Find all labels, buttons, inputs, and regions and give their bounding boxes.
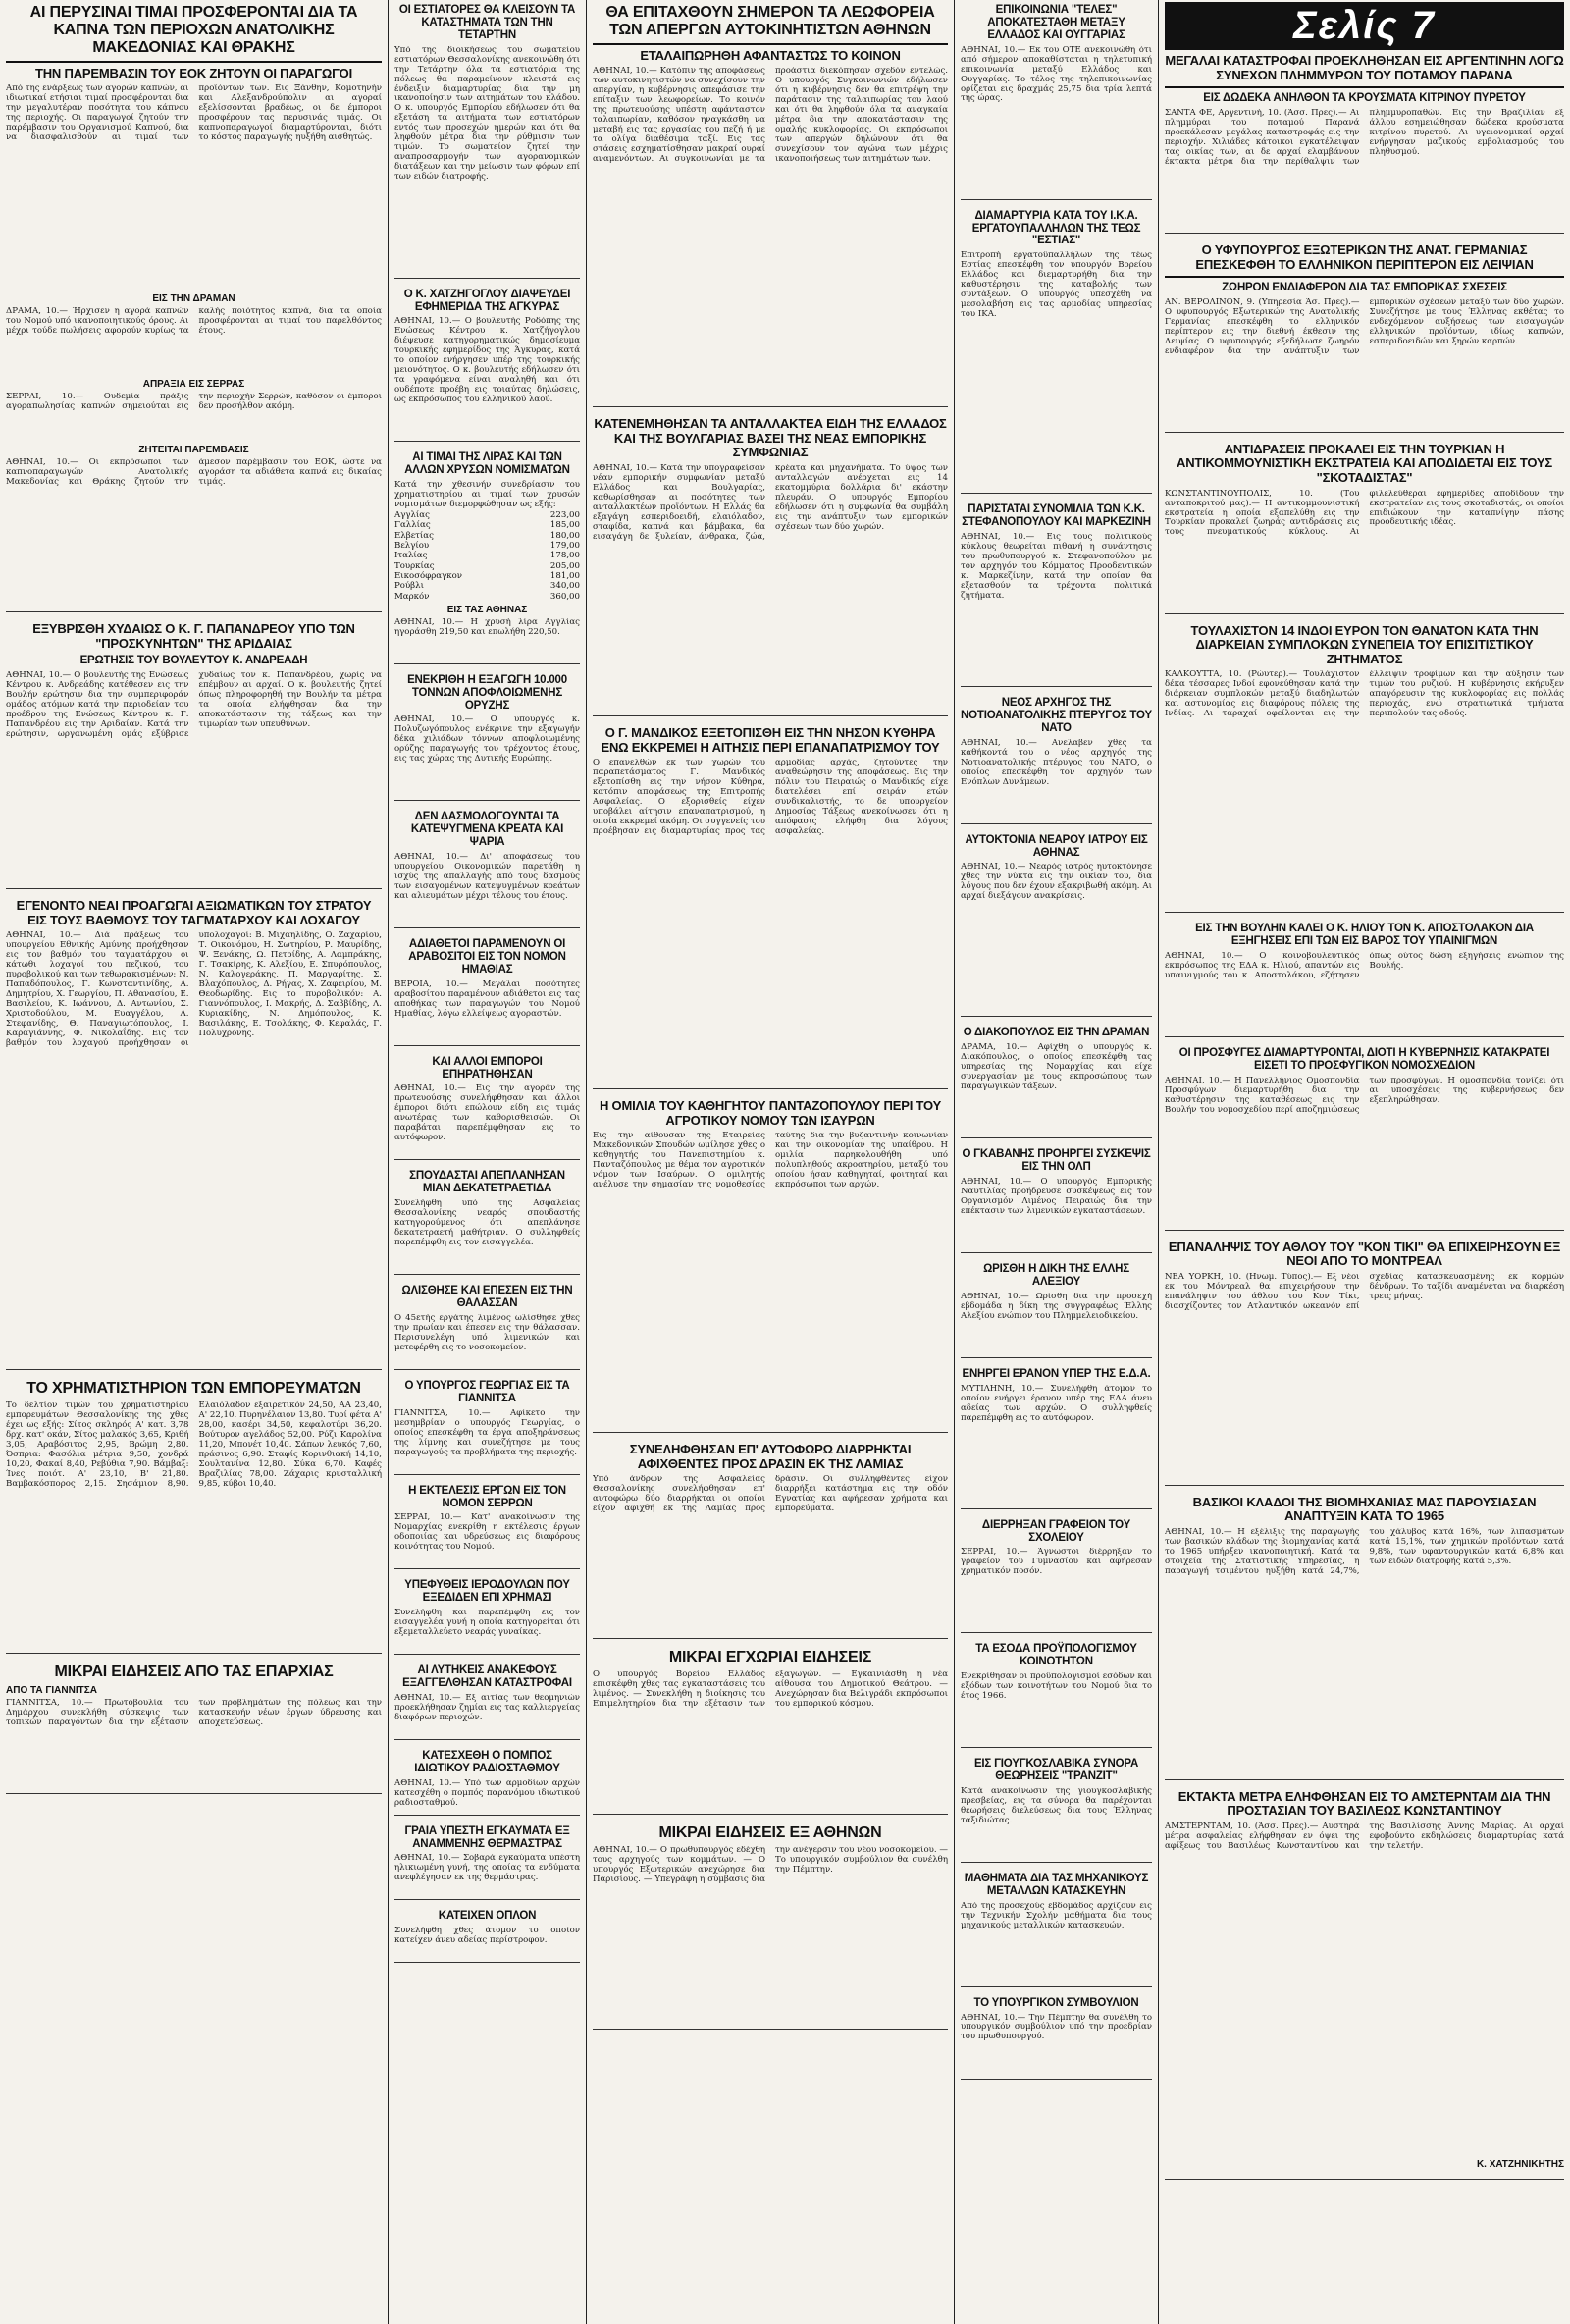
subheadline: ΕΙΣ ΔΩΔΕΚΑ ΑΝΗΛΘΟΝ ΤΑ ΚΡΟΥΣΜΑΤΑ ΚΙΤΡΙΝΟΥ ΠΥΡΕΤΟΥ xyxy=(1203,92,1526,105)
article-local-news xyxy=(593,1649,948,1815)
section-label: ΕΙΣ ΤΗΝ ΔΡΑΜΑΝ xyxy=(152,293,236,305)
article-body: ΑΘΗΝΑΙ, 10.— Κατόπιν της αποφάσεως των αυτοκινητιστών να συνεχίσουν την απεργίαν, η κυβέρνησις απεφάσισε την επίταξιν των λεωφορείων. Το κοινόν της πρωτευούσης υπέστη αφάνταστον ταλαιπωρίαν, καθόσον ηναγκάσθη να μεταβή εις τας εργασίας του πεζή ή με τα ολίγα διαθέσιμα ταξί. Εις τας στάσεις εσχηματίσθησαν μακραί ουραί αναμενόντων. Αι συγκοινωνίαι με τα προάστια διεκόπησαν σχεδόν εντελώς. Ο υπουργός Συγκοινωνιών εδήλωσεν ότι η κυβέρνησις δεν θα επιτρέψη την παράτασιν της ταλαιπωρίας του λαού και ότι θα ληφθούν όλα τα αναγκαία μέτρα δια την αποκατάστασιν της ομαλής κυκλοφορίας. Οι εκπρόσωποι των απεργών δηλώνουν ότι θα συνεχίσουν τον αγώνα των μέχρις ικανοποιήσεως των αιτημάτων των. xyxy=(593,67,948,165)
article-body: Επιτροπή εργατοϋπαλλήλων της τέως Εστίας επεσκέφθη τον υπουργόν Βορείου Ελλάδος και διεμαρτυρήθη δια την καθυστέρησιν της καταβολής των συντάξεων. Ο υπουργός υπεσχέθη να μεσολαβήση εις τας αρμοδίας υπηρεσίας του ΙΚΑ. xyxy=(961,251,1152,320)
headline: ΜΕΓΑΛΑΙ ΚΑΤΑΣΤΡΟΦΑΙ ΠΡΟΕΚΛΗΘΗΣΑΝ ΕΙΣ ΑΡΓΕΝΤΙΝΗΝ ΛΟΓΩ ΣΥΝΕΧΩΝ ΠΛΗΜΜΥΡΩΝ ΤΟΥ ΠΟΤΑΜΟΥ ΠΑΡΑΝΑ xyxy=(1165,53,1564,82)
headline: ΔΙΑΜΑΡΤΥΡΙΑ ΚΑΤΑ ΤΟΥ Ι.Κ.Α. ΕΡΓΑΤΟΥΠΑΛΛΗΛΩΝ ΤΗΣ ΤΕΩΣ "ΕΣΤΙΑΣ" xyxy=(971,209,1141,247)
article-sea-fall xyxy=(394,1285,580,1370)
article-pantazopoulos xyxy=(593,1099,948,1433)
article-body: Υπό της διοικήσεως του σωματείου εστιατόρων Θεσσαλονίκης ανεκοινώθη ότι την Τετάρτην όλα τα εστιατόρια της πόλεως θα παραμείνουν κλειστά εις ένδειξιν διαμαρτυρίας δια την μη ικανοποίησιν των αιτημάτων του κλάδου. Ο κ. υπουργός Εμπορίου εδήλωσεν ότι θα εξετάση τα αιτήματα των εστιατόρων εντός των προσεχών ημερών και ότι θα ληφθούν μέτρα δια την ρύθμισιν των τιμών. Το σωματείον ζητεί την αναπροσαρμογήν των αγορανομικών διατάξεων και την μείωσιν των φόρων επί των ειδών διατροφής. xyxy=(394,45,580,183)
article-trial xyxy=(961,1263,1152,1358)
price-value: 205,00 xyxy=(550,560,580,571)
article-body: ΑΘΗΝΑΙ, 10.— Κατά την υπογραφείσαν νέαν εμπορικήν συμφωνίαν μεταξύ Ελλάδος και Βουλγαρίας, καθωρίσθησαν αι ποσότητες των ανταλλακτέων προϊόντων. Η Ελλάς θα εξαγάγη εσπεριδοειδή, ελαιόλαδον, σταφίδα, καπνά και βάμβακα, θα εισαγάγη δε ξυλείαν, άνθρακα, ζώα, κρέατα και μηχανήματα. Το ύψος των ανταλλαγών ανέρχεται εις 14 εκατομμύρια δολλάρια δι' εκάστην πλευράν. Ο υπουργός Εμπορίου εδήλωσεν ότι η συμφωνία θα συμβάλη εις την ανάπτυξιν των εμπορικών σχέσεων των δύο χωρών. xyxy=(593,464,948,542)
article-provinces xyxy=(6,1664,382,1794)
article-papandreou xyxy=(6,622,382,889)
headline: ΤΑ ΕΣΟΔΑ ΠΡΟΫΠΟΛΟΓΙΣΜΟΥ ΚΟΙΝΟΤΗΤΩΝ xyxy=(975,1643,1137,1668)
article-body: ΝΕΑ ΥΟΡΚΗ, 10. (Ηνωμ. Τύπος).— Εξ νέοι εκ του Μόντρεαλ θα επιχειρήσουν την επανάληψιν του άθλου του Κον Τίκι, διασχίζοντες τον Ατλαντικόν ωκεανόν επί σχεδίας κατασκευασμένης εκ κορμών δένδρων. Το ταξίδι αναμένεται να διαρκέση τρεις μήνας. xyxy=(1165,1272,1564,1311)
price-value: 223,00 xyxy=(550,510,580,521)
article-courses xyxy=(961,1873,1152,1987)
article-body: Κατά ανακοίνωσιν της γιουγκοσλαβικής πρεσβείας, εις τα σύνορα θα παρέχονται θεωρήσεις διελεύσεως δια τους Έλληνας ταξιδιώτας. xyxy=(961,1786,1152,1825)
article-intro: Κατά την χθεσινήν συνεδρίασιν του χρηματιστηρίου αι τιμαί των χρυσών νομισμάτων διεμορφώθησαν ως εξής: xyxy=(394,480,580,510)
article-body: ΑΘΗΝΑΙ, 10.— Ανελαβεν χθες τα καθήκοντά του ο νέος αρχηγός της Νοτιοανατολικής πτέρυγος του ΝΑΤΟ, ο οποίος επεσκέφθη τον αρχηγόν των Ενόπλων Δυνάμεων. xyxy=(961,738,1152,787)
price-name: Τουρκίας xyxy=(394,560,435,571)
headline: ΑΙ ΠΕΡΥΣΙΝΑΙ ΤΙΜΑΙ ΠΡΟΣΦΕΡΟΝΤΑΙ ΔΙΑ ΤΑ ΚΑΠΝΑ ΤΩΝ ΠΕΡΙΟΧΩΝ ΑΝΑΤΟΛΙΚΗΣ ΜΑΚΕΔΟΝΙΑΣ ΚΑΙ ΘΡΑΚΗΣ xyxy=(29,4,358,56)
article-nato xyxy=(961,697,1152,824)
article-drama-minister xyxy=(961,1027,1152,1138)
article-burglars xyxy=(593,1443,948,1639)
article-body: Συνελήφθη υπό της Ασφαλείας Θεσσαλονίκης νεαρός σπουδαστής κατηγορούμενος ότι απεπλάνησε δεκατετραετή μαθήτριαν. Ο συλληφθείς παρεπέμφθη εις τον εισαγγελέα. xyxy=(394,1199,580,1248)
price-row xyxy=(394,520,580,530)
article-body: ΑΘΗΝΑΙ, 10.— Εκ του ΟΤΕ ανεκοινώθη ότι από σήμερον αποκαθίσταται η τηλετυπική επικοινωνία μεταξύ Ελλάδος και Ουγγαρίας. Το τέλος της τηλεπικοινωνίας ορίζεται εις δραχμάς 25,75 δια τρία λεπτά της ώρας. xyxy=(961,45,1152,104)
article-argentina xyxy=(1165,54,1564,234)
article-body: ΑΘΗΝΑΙ, 10.— Ο υπουργός Εμπορικής Ναυτιλίας προήδρευσε συσκέψεως εις τον Οργανισμόν Λιμένος Πειραιώς δια την επέκτασιν των λιμενικών εγκαταστάσεων. xyxy=(961,1178,1152,1216)
article-frozen-meat xyxy=(394,811,580,928)
column-4 xyxy=(955,0,1158,2324)
price-name: Ρούβλι xyxy=(394,581,424,592)
column-3 xyxy=(587,0,954,2324)
article-body: Ο υπουργός Βορείου Ελλάδος επισκέφθη χθες τας εγκαταστάσεις του λιμένος. — Συνεκλήθη η διοίκησις του Επιμελητηρίου δια την εξέτασιν των εξαγωγών. — Εγκαινιάσθη η νέα αίθουσα του Δημοτικού Θεάτρου. — Ανεχώρησαν δια Βελιγράδι εκπρόσωποι του εμπορικού κόσμου. xyxy=(593,1670,948,1710)
article-arrest xyxy=(394,1579,580,1655)
article-body: ΑΘΗΝΑΙ, 10.— Ο υπουργός κ. Πολυζωγόπουλος ενέκρινε την εξαγωγήν δέκα χιλιάδων τόννων αποφλοιωμένης ορύζης παραγωγής του τρέχοντος έτους, εις τας χώρας της Δυτικής Ευρώπης. xyxy=(394,715,580,765)
article-body: Συνελήφθη χθες άτομον το οποίον κατείχεν άνευ αδείας περίστροφον. xyxy=(394,1927,580,1946)
price-value: 180,00 xyxy=(550,530,580,541)
article-body: ΑΘΗΝΑΙ, 10.— Οι εκπρόσωποι των καπνοπαραγωγών Ανατολικής Μακεδονίας και Θράκης ζητούν την άμεσον παρέμβασιν του ΕΟΚ, ώστε να αγοράση τα αδιάθετα καπνά εις δικαίας τιμάς. xyxy=(6,458,382,488)
article-mandikos xyxy=(593,726,948,1089)
article-merchants xyxy=(394,1056,580,1161)
headline: ΟΙ ΠΡΟΣΦΥΓΕΣ ΔΙΑΜΑΡΤΥΡΟΝΤΑΙ, ΔΙΟΤΙ Η ΚΥΒΕΡΝΗΣΙΣ ΚΑΤΑΚΡΑΤΕΙ ΕΙΣΕΤΙ ΤΟ ΠΡΟΣΦΥΓΙΚΟΝ ΝΟΜΟΣΧΕΔΙΟΝ xyxy=(1178,1046,1550,1072)
headline: ΝΕΟΣ ΑΡΧΗΓΟΣ ΤΗΣ ΝΟΤΙΟΑΝΑΤΟΛΙΚΗΣ ΠΤΕΡΥΓΟΣ ΤΟΥ ΝΑΤΟ xyxy=(961,697,1152,734)
article-tobacco-prices xyxy=(6,4,382,612)
headline: Ο Κ. ΧΑΤΖΗΓΟΓΛΟΥ ΔΙΑΨΕΥΔΕΙ ΕΦΗΜΕΡΙΔΑ ΤΗΣ ΑΓΚΥΡΑΣ xyxy=(403,288,571,313)
headline: ΕΙΣ ΓΙΟΥΓΚΟΣΛΑΒΙΚΑ ΣΥΝΟΡΑ ΘΕΩΡΗΣΕΙΣ "ΤΡΑΝΖΙΤ" xyxy=(973,1758,1139,1782)
article-meeting xyxy=(961,503,1152,687)
article-telex xyxy=(961,4,1152,200)
price-row xyxy=(394,541,580,551)
article-iliou xyxy=(1165,923,1564,1037)
section-label: ΑΠΟ ΤΑ ΓΙΑΝΝΙΤΣΑ xyxy=(6,1685,97,1697)
headline: Ο ΔΙΑΚΟΠΟΥΛΟΣ ΕΙΣ ΤΗΝ ΔΡΑΜΑΝ xyxy=(963,1027,1150,1039)
headline: ΔΕΝ ΔΑΣΜΟΛΟΓΟΥΝΤΑΙ ΤΑ ΚΑΤΕΨΥΓΜΕΝΑ ΚΡΕΑΤΑ ΚΑΙ ΨΑΡΙΑ xyxy=(410,811,564,849)
headline: ΤΟ ΥΠΟΥΡΓΙΚΟΝ ΣΥΜΒΟΥΛΙΟΝ xyxy=(973,1996,1139,2009)
article-transit xyxy=(961,1758,1152,1863)
article-turkey xyxy=(1165,443,1564,614)
headline: ΜΙΚΡΑΙ ΕΙΔΗΣΕΙΣ ΕΞ ΑΘΗΝΩΝ xyxy=(658,1824,882,1842)
article-body: ΑΘΗΝΑΙ, 10.— Η χρυσή λίρα Αγγλίας ηγοράσθη 219,50 και επωλήθη 220,50. xyxy=(394,617,580,637)
price-row xyxy=(394,510,580,520)
article-agriculture-minister xyxy=(394,1380,580,1475)
headline: Η ΕΚΤΕΛΕΣΙΣ ΕΡΓΩΝ ΕΙΣ ΤΟΝ ΝΟΜΟΝ ΣΕΡΡΩΝ xyxy=(408,1484,566,1509)
headline: ΑΔΙΑΘΕΤΟΙ ΠΑΡΑΜΕΝΟΥΝ ΟΙ ΑΡΑΒΟΣΙΤΟΙ ΕΙΣ ΤΟΝ ΝΟΜΟΝ ΗΜΑΘΙΑΣ xyxy=(408,938,566,976)
headline: Η ΟΜΙΛΙΑ ΤΟΥ ΚΑΘΗΓΗΤΟΥ ΠΑΝΤΑΖΟΠΟΥΛΟΥ ΠΕΡΙ ΤΟΥ ΑΓΡΟΤΙΚΟΥ ΝΟΜΟΥ ΤΩΝ ΙΣΑΥΡΩΝ xyxy=(599,1098,942,1128)
headline: ΤΟ ΧΡΗΜΑΤΙΣΤΗΡΙΟΝ ΤΩΝ ΕΜΠΟΡΕΥΜΑΤΩΝ xyxy=(26,1380,361,1398)
article-promotions xyxy=(6,899,382,1370)
headline: ΕΝΗΡΓΕΙ ΕΡΑΝΟΝ ΥΠΕΡ ΤΗΣ Ε.Δ.Α. xyxy=(962,1367,1151,1380)
article-body: Ενεκρίθησαν οι προϋπολογισμοί εσόδων και εξόδων των κοινοτήτων του Νομού δια το έτος 1966. xyxy=(961,1672,1152,1702)
subheadline: ΕΤΑΛΑΙΠΩΡΗΘΗ ΑΦΑΝΤΑΣΤΩΣ ΤΟ ΚΟΙΝΟΝ xyxy=(640,47,901,63)
article-body: ΣΑΝΤΑ ΦΕ, Αργεντινή, 10. (Άσσ. Πρες).— Αι πλημμύραι του ποταμού Παρανά προεκάλεσαν μεγάλας καταστροφάς εις την περιοχήν. Χιλιάδες κάτοικοι εγκατέλειψαν τας οικίας των, αι δε αρχαί ελαμβάνουν έκτακτα μέτρα δια την περίθαλψιν των πλημμυροπαθών. Εις την Βραζιλίαν εξ άλλου εσημειώθησαν δώδεκα κρούσματα κιτρίνου πυρετού. Αι υγειονομικαί αρχαί ενήργησαν μαζικούς εμβολιασμούς του πληθυσμού. xyxy=(1165,108,1564,167)
headline: ΑΙ ΛΥΤΗΚΕΙΣ ΑΝΑΚΕΦΟΥΣ ΕΞΑΓΓΕΛΘΗΣΑΝ ΚΑΤΑΣΤΡΟΦΑΙ xyxy=(402,1664,572,1690)
headline: ΤΟΥΛΑΧΙΣΤΟΝ 14 ΙΝΔΟΙ ΕΥΡΟΝ ΤΟΝ ΘΑΝΑΤΟΝ ΚΑΤΑ ΤΗΝ ΔΙΑΡΚΕΙΑΝ ΣΥΜΠΛΟΚΩΝ ΣΥΝΕΠΕΙΑ ΤΟΥ ΕΠΙΣΙΤΙΣΤΙΚΟΥ ΖΗΤΗΜΑΤΟΣ xyxy=(1190,622,1539,666)
article-body: ΣΕΡΡΑΙ, 10.— Ουδεμία πράξις αγοραπωλησίας καπνών σημειούται εις την περιοχήν Σερρών, καθόσον οι έμποροι δεν προσήλθον ακόμη. xyxy=(6,393,382,412)
article-body: ΑΘΗΝΑΙ, 10.— Η εξέλιξις της παραγωγής των βασικών κλάδων της βιομηχανίας κατά το 1965 υπήρξεν ικανοποιητική. Κατά τα στοιχεία της Στατιστικής Υπηρεσίας, η παραγωγή τσιμέντου ηυξήθη κατά 24,7%, του χάλυβος κατά 16%, των λιπασμάτων κατά 15,1%, των χημικών προϊόντων κατά 9,8%, των υφαντουργικών κατά 6,8% και των ειδών διατροφής κατά 5,3%. xyxy=(1165,1527,1564,1576)
headline: ΠΑΡΙΣΤΑΤΑΙ ΣΥΝΟΜΙΛΙΑ ΤΩΝ Κ.Κ. ΣΤΕΦΑΝΟΠΟΥΛΟΥ ΚΑΙ ΜΑΡΚΕΖΙΝΗ xyxy=(962,503,1151,529)
article-weapon xyxy=(394,1910,580,1963)
article-students xyxy=(394,1170,580,1275)
article-body: Το δελτίον τιμών του χρηματιστηρίου εμπορευμάτων Θεσσαλονίκης της χθες έχει ως εξής: Σίτος σκληρός Α' κατ. 3,78 δρχ. κατ' οκάν, Σίτος μαλακός 3,65, Κριθή 3,05, Αραβόσιτος 2,95, Βρώμη 2,80. Όσπρια: Φασόλια μέτρια 9,50, χονδρά 10,20, Φακαί 8,40, Ρεβύθια 7,90. Βάμβαξ: Ίνες ποιότ. Α' 23,10, Β' 21,80. Βαμβακόσπορος 2,15. Σησάμιον 8,90. Ελαιόλαδον εξαιρετικόν 24,50, ΑΑ 23,40, Α' 22,10. Πυρηνέλαιον 13,80. Τυρί φέτα Α' 28,00, κασέρι 34,50, κεφαλοτύρι 36,20. Βούτυρον αγελάδος 52,00. Ρύζι Καρολίνα 11,20, Μπονέτ 10,40. Σάπων λευκός 7,60, πράσινος 6,90. Σταφίς Κορινθιακή 14,10, Σουλτανίνα 12,80. Σύκα 6,70. Καφές Βραζιλίας 78,00. Ζάχαρις κρυσταλλική 9,85, κύβοι 10,40. xyxy=(6,1401,382,1489)
headline: ΑΙ ΤΙΜΑΙ ΤΗΣ ΛΙΡΑΣ ΚΑΙ ΤΩΝ ΑΛΛΩΝ ΧΡΥΣΩΝ ΝΟΜΙΣΜΑΤΩΝ xyxy=(404,451,570,477)
article-body: ΣΕΡΡΑΙ, 10.— Κατ' ανακοίνωσιν της Νομαρχίας ενεκρίθη η εκτέλεσις έργων οδοποιίας και υδρεύσεως εις διαφόρους κοινότητας του Νομού. xyxy=(394,1513,580,1553)
page-number-masthead: Σελίς 7 xyxy=(1165,2,1564,50)
article-body: ΑΘΗΝΑΙ, 10.— Εις τους πολιτικούς κύκλους θεωρείται πιθανή η συνάντησις του πρωθυπουργού κ. Στεφανοπούλου με τον αρχηγόν του Κόμματος Προοδευτικών κ. Μαρκεζίνην, κατά την οποίαν θα εξετασθούν τα τρέχοντα πολιτικά ζητήματα. xyxy=(961,533,1152,601)
headline: ΣΥΝΕΛΗΦΘΗΣΑΝ ΕΠ' ΑΥΤΟΦΩΡΩ ΔΙΑΡΡΗΚΤΑΙ ΑΦΙΧΘΕΝΤΕΣ ΠΡΟΣ ΔΡΑΣΙΝ ΕΚ ΤΗΣ ΛΑΜΙΑΣ xyxy=(629,1442,912,1471)
headline: Ο ΓΚΑΒΑΝΗΣ ΠΡΟΗΡΓΕΙ ΣΥΣΚΕΨΙΣ ΕΙΣ ΤΗΝ ΟΛΠ xyxy=(962,1148,1151,1174)
price-name: Μαρκόν xyxy=(394,591,430,602)
headline: ΑΝΤΙΔΡΑΣΕΙΣ ΠΡΟΚΑΛΕΙ ΕΙΣ ΤΗΝ ΤΟΥΡΚΙΑΝ Η ΑΝΤΙΚΟΜΜΟΥΝΙΣΤΙΚΗ ΕΚΣΤΡΑΤΕΙΑ ΚΑΙ ΑΠΟΔΙΔΕΤΑΙ ΕΙΣ ΤΟΥΣ "ΣΚΟΤΑΔΙΣΤΑΣ" xyxy=(1177,441,1552,486)
article-budget xyxy=(961,1643,1152,1748)
article-body: Ο 45ετής εργάτης λιμένος ωλίσθησε χθες την πρωίαν και έπεσεν εις την θάλασσαν. Περισυνελέγη υπό λιμενικών και μετεφέρθη εις το νοσοκομείον. xyxy=(394,1313,580,1352)
article-body: ΔΡΑΜΑ, 10.— Αφίχθη ο υπουργός κ. Διακόπουλος, ο οποίος επεσκέφθη τας υπηρεσίας της Νομαρχίας και είχε συνεργασίαν με τους εκπροσώπους των παραγωγικών τάξεων. xyxy=(961,1043,1152,1092)
article-body: ΑΜΣΤΕΡΝΤΑΜ, 10. (Άσσ. Πρες).— Αυστηρά μέτρα ασφαλείας ελήφθησαν εν όψει της αφίξεως του Βασιλέως Κωνσταντίνου και της Βασιλίσσης Άννης Μαρίας. Αι αρχαί εφοβούντο εκδηλώσεις διαμαρτυρίας κατά την τελετήν. xyxy=(1165,1822,1564,1851)
article-cabinet xyxy=(961,1997,1152,2080)
article-radio xyxy=(394,1750,580,1816)
article-body: ΑΘΗΝΑΙ, 10.— Εις την αγοράν της πρωτευούσης συνελήφθησαν και άλλοι έμποροι διότι επώλουν είδη εις τιμάς ανωτέρας των καθορισθεισών. Οι παραβάται παρεπέμφθησαν εις το αυτόφωρον. xyxy=(394,1084,580,1143)
price-name: Εικοσόφραγκον xyxy=(394,570,463,581)
price-row xyxy=(394,571,580,581)
article-school xyxy=(961,1519,1152,1634)
subheadline: ΖΩΗΡΟΝ ΕΝΔΙΑΦΕΡΟΝ ΔΙΑ ΤΑΣ ΕΜΠΟΡΙΚΑΣ ΣΧΕΣΕΙΣ xyxy=(1222,282,1507,294)
column-1 xyxy=(0,0,388,2324)
headline: Ο ΥΠΟΥΡΓΟΣ ΓΕΩΡΓΙΑΣ ΕΙΣ ΤΑ ΓΙΑΝΝΙΤΣΑ xyxy=(404,1379,570,1404)
article-chatzigoglou xyxy=(394,289,580,443)
headline: ΟΙ ΕΣΤΙΑΤΟΡΕΣ ΘΑ ΚΛΕΙΣΟΥΝ ΤΑ ΚΑΤΑΣΤΗΜΑΤΑ ΤΩΝ ΤΗΝ ΤΕΤΑΡΤΗΝ xyxy=(398,4,576,41)
headline: ΕΝΕΚΡΙΘΗ Η ΕΞΑΓΩΓΗ 10.000 ΤΟΝΝΩΝ ΑΠΟΦΛΟΙΩΜΕΝΗΣ ΟΡΥΖΗΣ xyxy=(407,673,567,712)
article-body: ΑΝ. ΒΕΡΟΛΙΝΟΝ, 9. (Υπηρεσία Άσ. Πρες).— Ο υφυπουργός Εξωτερικών της Ανατολικής Γερμανίας επεσκέφθη το ελληνικόν περίπτερον εις την διεθνή έκθεσιν της Λειψίας. Ο υφυπουργός εξεδήλωσε ζωηρόν ενδιαφέρον δια την ανάπτυξιν των εμπορικών σχέσεων μεταξύ των δύο χωρών. Συνεζήτησε με τους Έλληνας εκθέτας το ενδεχόμενον αυξήσεως των εισαγωγών ελληνικών προϊόντων, ιδίως καπνών, εσπεριδοειδών και ξηρών καρπών. xyxy=(1165,297,1564,356)
subheadline: ΕΡΩΤΗΣΙΣ ΤΟΥ ΒΟΥΛΕΥΤΟΥ Κ. ΑΝΔΡΕΑΔΗ xyxy=(79,655,308,667)
article-body: ΑΘΗΝΑΙ, 10.— Την Πέμπτην θα συνέλθη το υπουργικόν συμβούλιον υπό την προεδρίαν του πρωθυπουργού. xyxy=(961,2013,1152,2042)
headline: ΕΞΥΒΡΙΣΘΗ ΧΥΔΑΙΩΣ Ο Κ. Γ. ΠΑΠΑΝΔΡΕΟΥ ΥΠΟ ΤΩΝ "ΠΡΟΣΚΥΝΗΤΩΝ" ΤΗΣ ΑΡΙΔΑΙΑΣ xyxy=(32,621,355,651)
article-body: ΑΘΗΝΑΙ, 10.— Δι' αποφάσεως του υπουργείου Οικονομικών παρετάθη η ισχύς της απαλλαγής από τους δασμούς των εισαγομένων κατεψυγμένων κρεάτων και αλιευμάτων μέχρι τέλους του έτους. xyxy=(394,853,580,901)
article-body: ΑΘΗΝΑΙ, 10.— Εξ αιτίας των θεομηνιών προεκλήθησαν ζημίαι εις τας καλλιεργείας διαφόρων περιοχών. xyxy=(394,1693,580,1722)
headline: ΜΑΘΗΜΑΤΑ ΔΙΑ ΤΑΣ ΜΗΧΑΝΙΚΟΥΣ ΜΕΤΑΛΛΩΝ ΚΑΤΑΣΚΕΥΗΝ xyxy=(964,1872,1149,1897)
headline: ΚΑΤΕΣΧΕΘΗ Ο ΠΟΜΠΟΣ ΙΔΙΩΤΙΚΟΥ ΡΑΔΙΟΣΤΑΘΜΟΥ xyxy=(414,1749,560,1774)
price-name: Ιταλίας xyxy=(394,551,428,561)
article-bulgaria-trade xyxy=(593,417,948,716)
headline: ΚΑΤΕΙΧΕΝ ΟΠΛΟΝ xyxy=(438,1910,537,1923)
article-restaurants xyxy=(394,4,580,279)
article-gold-prices xyxy=(394,451,580,663)
price-name: Ελβετίας xyxy=(394,530,434,541)
article-serres-works xyxy=(394,1485,580,1570)
headline: Ο ΥΦΥΠΟΥΡΓΟΣ ΕΞΩΤΕΡΙΚΩΝ ΤΗΣ ΑΝΑΤ. ΓΕΡΜΑΝΙΑΣ ΕΠΕΣΚΕΦΘΗ ΤΟ ΕΛΛΗΝΙΚΟΝ ΠΕΡΙΠΤΕΡΟΝ ΕΙΣ ΛΕΙΨΙΑΝ xyxy=(1195,241,1534,272)
article-olp xyxy=(961,1148,1152,1253)
article-body: ΚΑΛΚΟΥΤΤΑ, 10. (Ρώυτερ).— Τουλάχιστον δέκα τέσσαρες Ινδοί εφονεύθησαν κατά την διάρκειαν συμπλοκών μεταξύ διαδηλωτών και αστυνομίας εις διαφόρους πόλεις της Ινδίας. Αι ταραχαί οφείλονται εις την έλλειψιν τροφίμων και την αύξησιν των τιμών του ρυζιού. Η κυβέρνησις εκήρυξεν απαγόρευσιν της κυκλοφορίας εις πολλάς περιοχάς, ενώ στρατιωτικά τμήματα περιπολούν τας οδούς. xyxy=(1165,670,1564,719)
article-body: ΑΘΗΝΑΙ, 10.— Διά πράξεως του υπουργείου Εθνικής Αμύνης προήχθησαν εις τον βαθμόν του ταγματάρχου οι κάτωθι λοχαγοί του πεζικού, του πυροβολικού και των τεθωρακισμένων: Ν. Παπαδόπουλος, Γ. Κωνσταντινίδης, Α. Δημητρίου, Χ. Γεωργίου, Π. Αθανασίου, Ε. Βασιλείου, Κ. Ιωάννου, Δ. Αντωνίου, Σ. Χριστοδούλου, Μ. Ευαγγέλου, Λ. Στεφανίδης, Θ. Παναγιωτόπουλος, Ι. Καραγιάννης, Φ. Νικολαΐδης. Εις τον βαθμόν του λοχαγού προήχθησαν οι υπολοχαγοί: Β. Μιχαηλίδης, Ο. Ζαχαρίου, Τ. Οικονόμου, Η. Σωτηρίου, Ρ. Μαυρίδης, Ψ. Ξενάκης, Ω. Πετρίδης, Α. Λαμπράκης, Γ. Τσακίρης, Κ. Αλεξίου, Ε. Σπυρόπουλος, Ν. Καλογεράκης, Π. Μαργαρίτης, Σ. Βλαχόπουλος, Δ. Ρήγας, Χ. Ζαφειρίου, Μ. Θεοδωρίδης. Εις το πυροβολικόν: Α. Γιαννόπουλος, Ι. Μακρής, Δ. Σαββίδης, Λ. Κυριακίδης, Ν. Δημόπουλος, Κ. Βασιλάκης, Ε. Τσολάκης, Φ. Κεφαλάς, Γ. Πολυχρόνης. xyxy=(6,931,382,1048)
section-label: ΕΙΣ ΤΑΣ ΑΘΗΝΑΣ xyxy=(446,604,528,615)
price-value: 185,00 xyxy=(550,520,580,531)
subheadline: ΤΗΝ ΠΑΡΕΜΒΑΣΙΝ ΤΟΥ ΕΟΚ ΖΗΤΟΥΝ ΟΙ ΠΑΡΑΓΩΓΟΙ xyxy=(34,65,353,80)
price-value: 178,00 xyxy=(550,551,580,561)
article-body: ΑΘΗΝΑΙ, 10.— Η Πανελλήνιος Ομοσπονδία Προσφύγων διεμαρτυρήθη δια την καθυστέρησιν της καταθέσεως εις την Βουλήν του νομοσχεδίου περί αποζημιώσεως των προσφύγων. Η ομοσπονδία τονίζει ότι αι υποσχέσεις της κυβερνήσεως δεν εξεπληρώθησαν. xyxy=(1165,1076,1564,1115)
headline: ΚΑΙ ΑΛΛΟΙ ΕΜΠΟΡΟΙ ΕΠΗΡΑΤΗΘΗΣΑΝ xyxy=(432,1055,543,1081)
article-body: ΚΩΝΣΤΑΝΤΙΝΟΥΠΟΛΙΣ, 10. (Του ανταποκριτού μας).— Η αντικομμουνιστική εκστρατεία η οποία εξαπελύθη εις την Τουρκίαν προκαλεί ζωηράς αντιδράσεις εις τους πνευματικούς κύκλους. Αι φιλελεύθεραι εφημερίδες αποδίδουν την εκστρατείαν εις τους σκοταδιστάς, οι οποίοι επιδιώκουν την καταπνίγην πάσης προοδευτικής ιδέας. xyxy=(1165,489,1564,538)
price-row xyxy=(394,561,580,571)
headline: ΒΑΣΙΚΟΙ ΚΛΑΔΟΙ ΤΗΣ ΒΙΟΜΗΧΑΝΙΑΣ ΜΑΣ ΠΑΡΟΥΣΙΑΣΑΝ ΑΝΑΠΤΥΞΙΝ ΚΑΤΑ ΤΟ 1965 xyxy=(1192,1494,1537,1524)
article-industry xyxy=(1165,1496,1564,1780)
headline: ΔΙΕΡΡΗΞΑΝ ΓΡΑΦΕΙΟΝ ΤΟΥ ΣΧΟΛΕΙΟΥ xyxy=(981,1518,1131,1544)
article-rice-export xyxy=(394,674,580,802)
headline: ΕΓΕΝΟΝΤΟ ΝΕΑΙ ΠΡΟΑΓΩΓΑΙ ΑΞΙΩΜΑΤΙΚΩΝ ΤΟΥ ΣΤΡΑΤΟΥ ΕΙΣ ΤΟΥΣ ΒΑΘΜΟΥΣ ΤΟΥ ΤΑΓΜΑΤΑΡΧΟΥ ΚΑΙ ΛΟΧΑΓΟΥ xyxy=(16,898,372,927)
article-commodities xyxy=(6,1380,382,1654)
article-body: ΑΘΗΝΑΙ, 10.— Ο βουλευτής Ροδόπης της Ενώσεως Κέντρου κ. Χατζήγογλου διέψευσε κατηγορηματικώς δημοσίευμα τουρκικής εφημερίδος της Άγκυρας, κατά το οποίον ενήργησεν υπέρ της τουρκικής μειονότητος. Ο κ. βουλευτής εδήλωσεν ότι τα γραφόμενα είναι αναληθή και ότι ουδέποτε προέβη εις τοιαύτας δηλώσεις, ως εκπρόσωπος του ελληνικού λαού. xyxy=(394,317,580,405)
article-body: ΜΥΤΙΛΗΝΗ, 10.— Συνελήφθη άτομον το οποίον ενήργει έρανον υπέρ της ΕΔΑ άνευ αδείας των αρχών. Ο συλληφθείς παρεπέμφθη εις το αυτόφωρον. xyxy=(961,1384,1152,1423)
byline: Κ. ΧΑΤΖΗΝΙΚΗΤΗΣ xyxy=(1476,2159,1564,2170)
article-ika-protest xyxy=(961,210,1152,495)
article-body: ΑΘΗΝΑΙ, 10.— Σοβαρά εγκαύματα υπέστη ηλικιωμένη γυνή, της οποίας τα ενδύματα ανεφλέγησαν εκ της θερμάστρας. xyxy=(394,1854,580,1883)
article-body: ΔΡΑΜΑ, 10.— Ήρχισεν η αγορά καπνών του Νομού υπό ικανοποιητικούς όρους. Αι μέχρι τούδε πωλήσεις αφορούν κυρίως τα καλής ποιότητος καπνά, δια τα οποία προσφέρονται αι τιμαί του παρελθόντος έτους. xyxy=(6,307,382,337)
headline: ΕΙΣ ΤΗΝ ΒΟΥΛΗΝ ΚΑΛΕΙ Ο Κ. ΗΛΙΟΥ ΤΟΝ Κ. ΑΠΟΣΤΟΛΑΚΟΝ ΔΙΑ ΕΞΗΓΗΣΕΙΣ ΕΠΙ ΤΩΝ ΕΙΣ ΒΑΡΟΣ ΤΟΥ ΥΠΑΙΝΙΓΜΩΝ xyxy=(1195,923,1534,948)
article-body: ΑΘΗΝΑΙ, 10.— Ο βουλευτής της Ενώσεως Κέντρου κ. Ανδρεάδης κατέθεσεν εις την Βουλήν ερώτησιν δια την συμπεριφοράν ομάδος ατόμων κατά την περιοδείαν του προέδρου της Ενώσεως Κέντρου κ. Γ. Παπανδρέου εις την Αριδαίαν. Κατά την ερώτησιν, ωργανωμένη ομάς εξύβρισε χυδαίως τον κ. Παπανδρέου, χωρίς να επέμβουν αι αρχαί. Ο κ. βουλευτής ζητεί όπως πληροφορηθή την Βουλήν τα μέτρα τα οποία ελήφθησαν δια την αποκατάστασιν της τάξεως και την τιμωρίαν των υπευθύνων. xyxy=(6,671,382,740)
price-value: 181,00 xyxy=(550,570,580,581)
headline: ΜΙΚΡΑΙ ΕΓΧΩΡΙΑΙ ΕΙΔΗΣΕΙΣ xyxy=(668,1649,872,1666)
price-row xyxy=(394,581,580,591)
article-body: Συνελήφθη και παρεπέμφθη εις τον εισαγγελέα γυνή η οποία κατηγορείται ότι εξεμεταλλεύετο νεαράς γυναίκας. xyxy=(394,1609,580,1638)
article-body: Από της προσεχούς εβδομάδος αρχίζουν εις την Τεχνικήν Σχολήν μαθήματα δια τους μηχανικούς μεταλλικών κατασκευών. xyxy=(961,1901,1152,1930)
headline: ΑΥΤΟΚΤΟΝΙΑ ΝΕΑΡΟΥ ΙΑΤΡΟΥ ΕΙΣ ΑΘΗΝΑΣ xyxy=(965,833,1148,859)
headline: ΓΡΑΙΑ ΥΠΕΣΤΗ ΕΓΚΑΥΜΑΤΑ ΕΞ ΑΝΑΜΜΕΝΗΣ ΘΕΡΜΑΣΤΡΑΣ xyxy=(404,1824,570,1850)
headline: ΜΙΚΡΑΙ ΕΙΔΗΣΕΙΣ ΑΠΟ ΤΑΣ ΕΠΑΡΧΙΑΣ xyxy=(54,1664,334,1681)
article-bus-strike xyxy=(593,4,948,407)
price-row xyxy=(394,531,580,541)
headline: ΕΚΤΑΚΤΑ ΜΕΤΡΑ ΕΛΗΦΘΗΣΑΝ ΕΙΣ ΤΟ ΑΜΣΤΕΡΝΤΑΜ ΔΙΑ ΤΗΝ ΠΡΟΣΤΑΣΙΑΝ ΤΟΥ ΒΑΣΙΛΕΩΣ ΚΩΝΣΤΑΝΤΙΝΟΥ xyxy=(1178,1788,1551,1819)
price-name: Βελγίου xyxy=(394,540,430,551)
article-burns xyxy=(394,1825,580,1901)
article-leipzig xyxy=(1165,243,1564,433)
article-body: ΓΙΑΝΝΙΤΣΑ, 10.— Αφίκετο την μεσημβρίαν ο υπουργός Γεωργίας, ο οποίος επεσκέφθη τα έργα αποξηράνσεως της λίμνης και συνεζήτησε με τους παραγωγούς τα προβλήματα της περιοχής. xyxy=(394,1408,580,1457)
article-body: Εις την αίθουσαν της Εταιρείας Μακεδονικών Σπουδών ωμίλησε χθες ο καθηγητής του Πανεπιστημίου κ. Πανταζόπουλος με θέμα τον αγροτικόν νόμον των Ισαύρων. Ο ομιλητής ανέλυσε την σημασίαν της νομοθεσίας ταύτης δια την βυζαντινήν κοινωνίαν και την οικονομίαν της υπαίθρου. Η ομιλία παρηκολουθήθη υπό πολυπληθούς ακροατηρίου, μεταξύ του οποίου ήσαν καθηγηταί, φοιτηταί και εκπρόσωποι των αρχών. xyxy=(593,1132,948,1190)
article-disasters xyxy=(394,1664,580,1740)
article-eda-fund xyxy=(961,1368,1152,1509)
section-label: ΑΠΡΑΞΙΑ ΕΙΣ ΣΕΡΡΑΣ xyxy=(142,379,245,391)
article-kon-tiki xyxy=(1165,1241,1564,1486)
headline: ΕΠΑΝΑΛΗΨΙΣ ΤΟΥ ΑΘΛΟΥ ΤΟΥ "ΚΟΝ ΤΙΚΙ" ΘΑ ΕΠΙΧΕΙΡΗΣΟΥΝ ΕΞ ΝΕΟΙ ΑΠΟ ΤΟ ΜΟΝΤΡΕΑΛ xyxy=(1168,1239,1561,1269)
price-value: 340,00 xyxy=(550,581,580,592)
article-body: ΣΕΡΡΑΙ, 10.— Άγνωστοι διέρρηξαν το γραφείον του Γυμνασίου και αφήρεσαν χρηματικόν ποσόν. xyxy=(961,1548,1152,1577)
headline: Ο Γ. ΜΑΝΔΙΚΟΣ ΕΞΕΤΟΠΙΣΘΗ ΕΙΣ ΤΗΝ ΝΗΣΟΝ ΚΥΘΗΡΑ ΕΝΩ ΕΚΚΡΕΜΕΙ Η ΑΙΤΗΣΙΣ ΠΕΡΙ ΕΠΑΝΑΠΑΤΡΙΣΜΟΥ ΤΟΥ xyxy=(601,725,940,755)
section-label: ΖΗΤΕΙΤΑΙ ΠΑΡΕΜΒΑΣΙΣ xyxy=(138,445,249,456)
article-body: ΑΘΗΝΑΙ, 10.— Νεαρός ιατρός ηυτοκτόνησε χθες την νύκτα εις την οικίαν του, δια λόγους που δεν έχουν εξακριβωθή ακόμη. Αι αρχαί διεξάγουν ανακρίσεις. xyxy=(961,863,1152,902)
headline: ΚΑΤΕΝΕΜΗΘΗΣΑΝ ΤΑ ΑΝΤΑΛΛΑΚΤΕΑ ΕΙΔΗ ΤΗΣ ΕΛΛΑΔΟΣ ΚΑΙ ΤΗΣ ΒΟΥΛΓΑΡΙΑΣ ΒΑΣΕΙ ΤΗΣ ΝΕΑΣ ΕΜΠΟΡΙΚΗΣ ΣΥΜΦΩΝΙΑΣ xyxy=(594,416,947,460)
article-body: ΒΕΡΟΙΑ, 10.— Μεγάλαι ποσότητες αραβοσίτου παραμένουν αδιάθετοι εις τας αποθήκας των παραγωγών του Νομού Ημαθίας, λόγω ελλείψεως αγοραστών. xyxy=(394,979,580,1019)
price-row xyxy=(394,551,580,560)
headline: ΩΡΙΣΘΗ Η ΔΙΚΗ ΤΗΣ ΕΛΛΗΣ ΑΛΕΞΙΟΥ xyxy=(983,1263,1129,1288)
headline: ΕΠΙΚΟΙΝΩΝΙΑ "ΤΕΛΕΣ" ΑΠΟΚΑΤΕΣΤΑΘΗ ΜΕΤΑΞΥ ΕΛΛΑΔΟΣ ΚΑΙ ΟΥΓΓΑΡΙΑΣ xyxy=(987,4,1125,41)
article-india xyxy=(1165,624,1564,914)
price-value: 179,00 xyxy=(550,540,580,551)
article-body: Ο επανελθών εκ των χωρών του παραπετάσματος Γ. Μανδικός εξετοπίσθη εις την νήσον Κύθηρα, κατόπιν αποφάσεως της Επιτροπής Ασφαλείας. Ο εξορισθείς είχεν υποβάλει αίτησιν επαναπατρισμού, η οποία εκκρεμεί ακόμη. Οι συγγενείς του προέβησαν εις διαμαρτυρίας προς τας αρμοδίας αρχάς, ζητούντες την αναθεώρησιν της αποφάσεως. Εις την πόλιν του Πειραιώς ο Μανδικός είχε διατελέσει επί σειράν ετών συνδικαλιστής, το δε υπουργείον Δημοσίας Τάξεως ανεκοίνωσεν ότι η απόφασις ελήφθη δια λόγους ασφαλείας. xyxy=(593,759,948,836)
column-2 xyxy=(389,0,586,2324)
price-name: Αγγλίας xyxy=(394,510,430,521)
headline: ΘΑ ΕΠΙΤΑΧΘΟΥΝ ΣΗΜΕΡΟΝ ΤΑ ΛΕΩΦΟΡΕΙΑ ΤΩΝ ΑΠΕΡΓΩΝ ΑΥΤΟΚΙΝΗΤΙΣΤΩΝ ΑΘΗΝΩΝ xyxy=(605,4,935,38)
price-row xyxy=(394,592,580,602)
price-name: Γαλλίας xyxy=(394,520,431,531)
article-amsterdam xyxy=(1165,1790,1564,2180)
headline: ΥΠΕΦΥΘΕΙΣ ΙΕΡΟΔΟΥΛΩΝ ΠΟΥ ΕΞΕΔΙΔΕΝ ΕΠΙ ΧΡΗΜΑΣΙ xyxy=(404,1579,570,1605)
price-value: 360,00 xyxy=(550,591,580,602)
article-body: ΑΘΗΝΑΙ, 10.— Ο κοινοβουλευτικός εκπρόσωπος της ΕΔΑ κ. Ηλιού, απαντών εις υπαινιγμούς του κ. Αποστολάκου, εζήτησεν όπως ούτος δώση εξηγήσεις ενώπιον της Βουλής. xyxy=(1165,951,1564,980)
article-body: ΑΘΗΝΑΙ, 10.— Ο πρωθυπουργός εδέχθη τους αρχηγούς των κομμάτων. — Ο υπουργός Εξωτερικών ανεχώρησε δια Παρισίους. — Υπεγράφη η σύμβασις δια την ανέγερσιν του νέου νοσοκομείου. — Το υπουργικόν συμβούλιον θα συνέλθη την Πέμπτην. xyxy=(593,1846,948,1884)
article-suicide xyxy=(961,834,1152,1018)
price-list xyxy=(394,510,580,602)
article-body: Από της ενάρξεως των αγορών καπνών, αι ιδιωτικαί ετήσιαι τιμαί προσφέρονται δια την μεγαλυτέραν ποσότητα του κάπνου της περιοχής. Οι παραγωγοί ζητούν την παρέμβασιν του Οργανισμού Καπνού, δια να διασφαλισθούν αι τιμαί των προϊόντων των. Εις Ξάνθην, Κομοτηνήν και Αλεξανδρούπολιν αι αγοραί εξελίσσονται βραδέως, οι δε έμποροι προσφέρουν τας περυσινάς τιμάς. Οι καπνοπαραγωγοί διαμαρτύρονται, διότι το κόστος παραγωγής ηυξήθη αισθητώς. xyxy=(6,84,382,143)
headline: ΣΠΟΥΔΑΣΤΑΙ ΑΠΕΠΛΑΝΗΣΑΝ ΜΙΑΝ ΔΕΚΑΤΕΤΡΑΕΤΙΔΑ xyxy=(409,1170,565,1195)
article-body: ΑΘΗΝΑΙ, 10.— Ωρίσθη δια την προσεχή εβδομάδα η δίκη της συγγραφέως Έλλης Αλεξίου ενώπιον του Πλημμελειοδικείου. xyxy=(961,1292,1152,1321)
article-corn xyxy=(394,938,580,1046)
column-5 xyxy=(1159,0,1570,2324)
headline: ΩΛΙΣΘΗΣΕ ΚΑΙ ΕΠΕΣΕΝ ΕΙΣ ΤΗΝ ΘΑΛΑΣΣΑΝ xyxy=(401,1285,573,1310)
article-athens-news xyxy=(593,1824,948,2030)
article-body: Υπό άνδρών της Ασφαλείας Θεσσαλονίκης συνελήφθησαν επ' αυτοφώρω δύο διαρρήκται οι οποίοι είχον αφιχθή εκ της Λαμίας προς δράσιν. Οι συλληφθέντες είχον διαρρήξει κατάστημα εις την οδόν Εγνατίας και αφήρεσαν χρήματα και εμπορεύματα. xyxy=(593,1475,948,1514)
article-refugees xyxy=(1165,1047,1564,1231)
article-body: ΓΙΑΝΝΙΤΣΑ, 10.— Πρωτοβουλία του Δημάρχου συνεκλήθη σύσκεψις των τοπικών παραγόντων δια την εξέτασιν των προβλημάτων της πόλεως και την κατασκευήν νέων έργων ύδρευσης και αποχετεύσεως. xyxy=(6,1699,382,1728)
article-body: ΑΘΗΝΑΙ, 10.— Υπό των αρμοδίων αρχών κατεσχέθη ο πομπός παρανόμου ιδιωτικού ραδιοσταθμού. xyxy=(394,1778,580,1808)
